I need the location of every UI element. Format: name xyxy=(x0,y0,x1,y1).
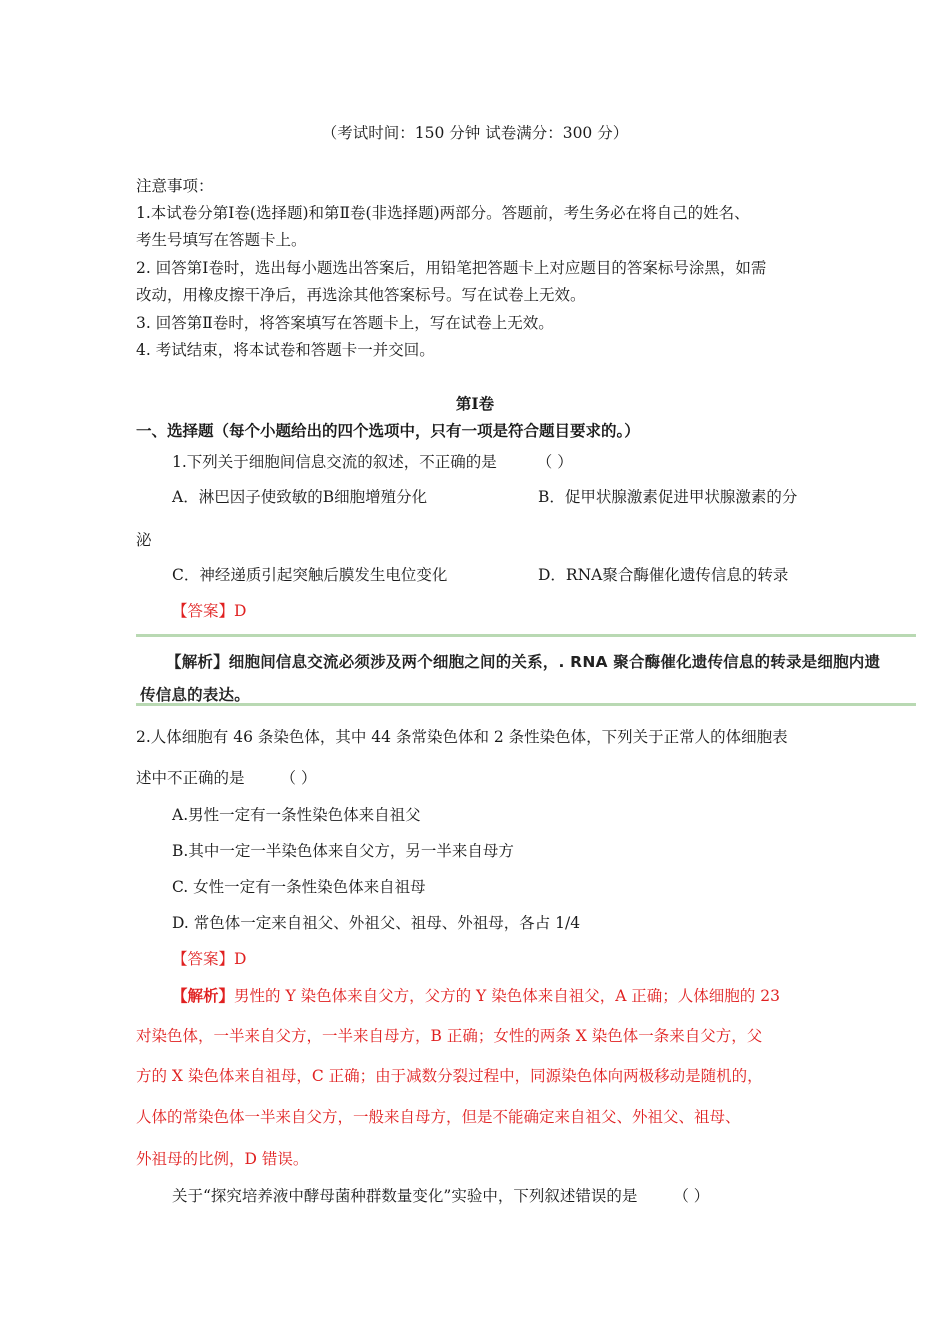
question-1-stem xyxy=(172,452,573,472)
explanation-line: 外祖母的比例，D 错误。 xyxy=(136,1150,309,1168)
question-1-option-b-cont: 泌 xyxy=(136,531,152,549)
section-title: 第Ⅰ卷 xyxy=(455,394,495,413)
answer-paren: （ ） xyxy=(673,1187,710,1205)
question-2-stem-cont xyxy=(136,768,316,788)
answer-paren: （ ） xyxy=(536,453,573,471)
question-2-answer xyxy=(172,949,246,969)
note-item: 4. 考试结束，将本试卷和答题卡一并交回。 xyxy=(136,341,435,359)
notes-title: 注意事项： xyxy=(136,177,214,195)
question-1-option-b: B．促甲状腺激素促进甲状腺激素的分 xyxy=(538,488,798,506)
question-1-option-c: C．神经递质引起突触后膜发生电位变化 xyxy=(172,566,448,584)
note-item: 1.本试卷分第Ⅰ卷(选择题)和第Ⅱ卷(非选择题)两部分。答题前，考生务必在将自己的姓名、 xyxy=(136,204,750,222)
explanation-line: 人体的常染色体一半来自父方，一般来自母方，但是不能确定来自祖父、外祖父、祖母、 xyxy=(136,1108,741,1126)
question-3-stem xyxy=(172,1186,709,1206)
answer-tag: 【答案】 xyxy=(172,950,235,968)
answer-value: D xyxy=(234,602,247,620)
explanation-line: 对染色体，一半来自父方，一半来自母方，B 正确；女性的两条 X 染色体一条来自父方，父 xyxy=(136,1027,763,1045)
explanation-line: 男性的 Y 染色体来自父方，父方的 Y 染色体来自祖父，A 正确；人体细胞的 23 xyxy=(234,987,780,1005)
question-1-explanation-box xyxy=(136,634,916,706)
question-2-option-d: D. 常色体一定来自祖父、外祖父、祖母、外祖母，各占 1/4 xyxy=(172,914,581,932)
question-1-option-d: D．RNA聚合酶催化遗传信息的转录 xyxy=(538,566,789,584)
question-stem-text: 关于“探究培养液中酵母菌种群数量变化”实验中，下列叙述错误的是 xyxy=(172,1187,638,1205)
note-item: 改动，用橡皮擦干净后，再选涂其他答案标号。写在试卷上无效。 xyxy=(136,286,586,304)
answer-paren: （ ） xyxy=(280,769,317,787)
answer-tag: 【答案】 xyxy=(172,602,235,620)
note-item: 2. 回答第Ⅰ卷时，选出每小题选出答案后，用铅笔把答题卡上对应题目的答案标号涂黑，如需 xyxy=(136,259,767,277)
explanation-line: 传信息的表达。 xyxy=(140,686,250,704)
part-heading: 一、选择题（每个小题给出的四个选项中，只有一项是符合题目要求的。） xyxy=(136,421,640,440)
explanation-line: 方的 X 染色体来自祖母，C 正确；由于减数分裂过程中，同源染色体向两极移动是随机的， xyxy=(136,1067,763,1085)
explanation-tag: 【解析】 xyxy=(172,986,235,1005)
question-stem-text: 述中不正确的是 xyxy=(136,769,245,787)
exam-time-info: （考试时间：150 分钟 试卷满分：300 分） xyxy=(321,124,629,142)
question-2-option-b: B.其中一定一半染色体来自父方，另一半来自母方 xyxy=(172,842,514,860)
question-1-answer xyxy=(172,601,246,621)
question-2-option-c: C. 女性一定有一条性染色体来自祖母 xyxy=(172,878,426,896)
explanation-line: 【解析】细胞间信息交流必须涉及两个细胞之间的关系，. RNA 聚合酶催化遗传信息的转录是细胞内遗 xyxy=(166,653,881,671)
question-1-option-a: A．淋巴因子使致敏的B细胞增殖分化 xyxy=(172,488,428,506)
note-item: 考生号填写在答题卡上。 xyxy=(136,231,307,249)
question-stem-text: 1.下列关于细胞间信息交流的叙述，不正确的是 xyxy=(172,453,497,471)
answer-value: D xyxy=(234,950,247,968)
question-2-option-a: A.男性一定有一条性染色体来自祖父 xyxy=(172,806,421,824)
note-item: 3. 回答第Ⅱ卷时，将答案填写在答题卡上，写在试卷上无效。 xyxy=(136,314,554,332)
question-2-explanation xyxy=(172,986,780,1006)
question-2-stem: 2.人体细胞有 46 条染色体，其中 44 条常染色体和 2 条性染色体，下列关于正常人的体细胞表 xyxy=(136,728,788,746)
